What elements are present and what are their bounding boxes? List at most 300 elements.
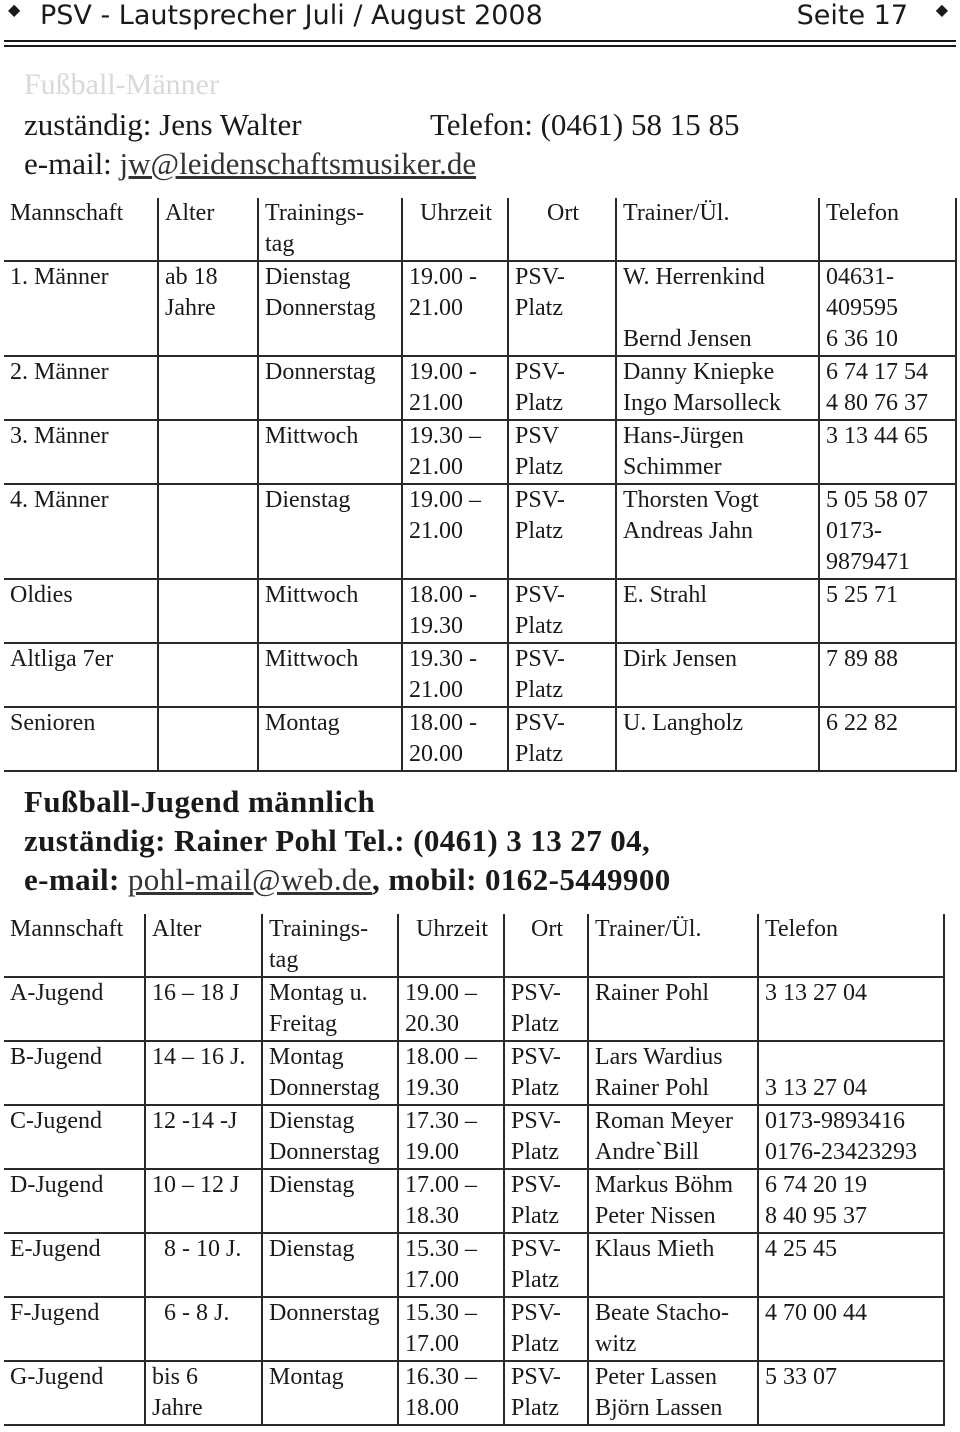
cell-place-line: Platz [511,1395,559,1421]
cell-trainer-line: witz [595,1331,637,1357]
cell-phone-line: 5 33 07 [765,1364,837,1390]
cell-age [158,261,258,356]
cell-phone [819,643,956,707]
cell-age-line: 8 - 10 J. [164,1236,242,1262]
cell-team [4,977,145,1041]
cell-phone [758,1105,944,1169]
contact-phone: Telefon: (0461) 58 15 85 [430,107,740,142]
header-team-text: Mannschaft [10,916,124,942]
table-row [4,261,956,356]
cell-time-line: 19.00 – [405,980,477,1006]
cell-phone-line: 4 80 76 37 [826,390,928,416]
cell-day-line: Montag [265,710,340,736]
cell-place-line: Platz [515,677,563,703]
cell-day-line: Dienstag [265,264,351,290]
cell-trainer-line: Bernd Jensen [623,326,752,352]
cell-trainer-line: Danny Kniepke [623,359,775,385]
cell-place-line: PSV- [511,1108,561,1134]
cell-place [504,1041,588,1105]
cell-trainer [616,356,819,420]
cell-day [258,643,402,707]
cell-phone-line: 6 74 17 54 [826,359,928,385]
cell-time [398,1361,504,1425]
cell-time-line: 21.00 [409,390,463,416]
cell-phone [819,420,956,484]
cell-trainer [616,261,819,356]
cell-day [262,1361,398,1425]
cell-day [262,1041,398,1105]
contact-line-maenner [24,106,740,144]
cell-time-line: 15.30 – [405,1236,477,1262]
diamond-left-icon: ◆ [8,0,21,19]
cell-day-line: Montag u. [269,980,368,1006]
email-label: e-mail: [24,146,120,181]
cell-day [258,356,402,420]
cell-age-line: 12 -14 -J [152,1108,238,1134]
cell-team [4,261,158,356]
cell-trainer-line: Rainer Pohl [595,1075,709,1101]
cell-team [4,1361,145,1425]
cell-team-text: 2. Männer [10,359,109,385]
cell-day-line: Donnerstag [265,295,376,321]
cell-place-line: Platz [511,1139,559,1165]
cell-phone [758,1169,944,1233]
table-row [4,1105,944,1169]
cell-phone-line: 3 13 27 04 [765,1075,867,1101]
cell-time-line: 18.00 - [409,710,477,736]
email-link-jugend[interactable]: pohl-mail@web.de [127,862,373,897]
cell-place-line: Platz [515,454,563,480]
cell-trainer-line: W. Herrenkind [623,264,765,290]
header-age-text: Alter [165,200,215,226]
page-header [4,0,956,40]
cell-age [158,643,258,707]
cell-phone-line: 409595 [826,295,898,321]
header-phone [758,914,944,977]
cell-trainer [616,579,819,643]
cell-place-line: PSV- [511,1364,561,1390]
cell-place [504,1361,588,1425]
cell-age [158,356,258,420]
cell-trainer [616,707,819,771]
table-header-row [4,198,956,261]
table-row [4,420,956,484]
cell-day [258,420,402,484]
training-table-maenner [4,198,957,772]
header-team [4,914,145,977]
cell-age-line [165,357,253,388]
cell-time [402,356,508,420]
cell-phone-line: 4 25 45 [765,1236,837,1262]
cell-phone-line: 9879471 [826,549,910,575]
cell-time-line: 20.30 [405,1011,459,1037]
table-row [4,977,944,1041]
cell-trainer-line: Andre`Bill [595,1139,699,1165]
cell-trainer-line: Roman Meyer [595,1108,733,1134]
cell-trainer [588,1233,758,1297]
cell-phone-line [765,1042,939,1073]
cell-time [402,261,508,356]
table-row [4,1041,944,1105]
cell-trainer-line: Ingo Marsolleck [623,390,781,416]
email-line-maenner [24,145,476,183]
cell-time-line: 20.00 [409,741,463,767]
cell-age [158,484,258,579]
cell-time [402,643,508,707]
cell-place [504,1169,588,1233]
cell-day [258,707,402,771]
cell-day-line: Montag [269,1364,344,1390]
cell-trainer-line: Dirk Jensen [623,646,737,672]
cell-trainer [616,484,819,579]
cell-time [398,1297,504,1361]
header-rule-bottom [4,45,956,47]
cell-age [145,1105,262,1169]
cell-phone-line: 6 74 20 19 [765,1172,867,1198]
cell-time-line: 17.30 – [405,1108,477,1134]
cell-trainer-line: Andreas Jahn [623,518,753,544]
cell-place [508,420,616,484]
cell-phone-line: 8 40 95 37 [765,1203,867,1229]
cell-trainer [616,643,819,707]
cell-trainer-line: U. Langholz [623,710,743,736]
cell-trainer-line: Peter Nissen [595,1203,716,1229]
header-place [508,198,616,261]
cell-day [262,1105,398,1169]
cell-place-line: PSV- [511,1044,561,1070]
header-day-text: Trainings- [269,916,369,942]
cell-day-line: Dienstag [265,487,351,513]
training-table-jugend [4,914,945,1426]
cell-trainer [588,1041,758,1105]
cell-trainer [588,1105,758,1169]
cell-age-line: 16 – 18 J [152,980,240,1006]
header-phone-text: Telefon [765,916,838,942]
cell-trainer-line: Björn Lassen [595,1395,723,1421]
cell-phone-line: 0173- [826,518,882,544]
cell-phone-line: 3 13 27 04 [765,980,867,1006]
cell-age [158,579,258,643]
cell-phone-line: 3 13 44 65 [826,423,928,449]
cell-day-line: Mittwoch [265,646,359,672]
cell-day-line: Freitag [269,1011,337,1037]
cell-team [4,707,158,771]
cell-time-line: 19.00 - [409,359,477,385]
header-place [504,914,588,977]
cell-time-line: 18.30 [405,1203,459,1229]
cell-place [504,1297,588,1361]
contact-line-jugend: zuständig: Rainer Pohl Tel.: (0461) 3 13 27 04, [24,823,651,858]
cell-team-text: F-Jugend [10,1300,100,1326]
cell-team-text: G-Jugend [10,1364,104,1390]
cell-team-text: D-Jugend [10,1172,104,1198]
cell-team-text: 4. Männer [10,487,109,513]
page-number: Seite 17 [796,0,908,31]
cell-trainer [588,1297,758,1361]
cell-trainer-line: Lars Wardius [595,1044,723,1070]
cell-place-line: PSV- [515,646,565,672]
cell-time [398,977,504,1041]
header-place-text: Ort [531,916,563,942]
cell-time-line: 17.00 [405,1331,459,1357]
header-day-text: tag [265,231,295,257]
table-row [4,1169,944,1233]
header-time [398,914,504,977]
cell-day-line: Mittwoch [265,423,359,449]
header-age [158,198,258,261]
cell-place-line: Platz [511,1331,559,1357]
cell-team [4,1105,145,1169]
cell-team-text: 3. Männer [10,423,109,449]
header-trainer-text: Trainer/Ül. [623,200,730,226]
cell-day-line: Dienstag [269,1108,355,1134]
cell-trainer-line: E. Strahl [623,582,707,608]
cell-time-line: 17.00 [405,1267,459,1293]
cell-day-line: Mittwoch [265,582,359,608]
cell-place [508,484,616,579]
cell-phone [819,356,956,420]
cell-time-line: 19.00 – [409,487,481,513]
cell-trainer-line: Rainer Pohl [595,980,709,1006]
cell-trainer-line: Thorsten Vogt [623,487,759,513]
cell-trainer-line: Hans-Jürgen [623,423,744,449]
table-row [4,579,956,643]
cell-team [4,579,158,643]
diamond-right-icon: ◆ [935,0,948,19]
cell-day-line: Dienstag [269,1172,355,1198]
cell-time [402,707,508,771]
cell-day [262,1233,398,1297]
cell-age [158,707,258,771]
cell-time-line: 19.30 – [409,423,481,449]
table-row [4,643,956,707]
cell-phone-line: 0176-23423293 [765,1139,917,1165]
cell-time-line: 18.00 – [405,1044,477,1070]
cell-age-line [165,580,253,611]
cell-time-line: 19.00 [405,1139,459,1165]
cell-phone-line: 7 89 88 [826,646,898,672]
cell-place [508,707,616,771]
cell-place-line: PSV- [515,487,565,513]
cell-place-line: PSV- [515,264,565,290]
cell-trainer-line: Beate Stacho- [595,1300,729,1326]
table-header-row [4,914,944,977]
table-row [4,356,956,420]
cell-age-line [165,485,253,516]
cell-place [504,977,588,1041]
cell-time-line: 19.30 [405,1075,459,1101]
cell-place-line: PSV- [515,582,565,608]
header-rule-top [4,40,956,42]
header-day-text: tag [269,947,299,973]
cell-place-line: PSV- [511,1172,561,1198]
section-title-jugend: Fußball-Jugend männlich [24,784,376,819]
cell-day [262,977,398,1041]
cell-time-line: 17.00 – [405,1172,477,1198]
cell-trainer [616,420,819,484]
cell-day-line: Donnerstag [269,1300,380,1326]
cell-time-line: 18.00 - [409,582,477,608]
newsletter-title: PSV - Lautsprecher Juli / August 2008 [40,0,543,31]
cell-place-line: Platz [515,613,563,639]
cell-phone-line: 5 05 58 07 [826,487,928,513]
cell-trainer-line: Markus Böhm [595,1172,733,1198]
cell-phone [819,261,956,356]
cell-day [258,579,402,643]
cell-place-line: Platz [511,1267,559,1293]
email-line-jugend [24,861,671,899]
header-time [402,198,508,261]
header-day-text: Trainings- [265,200,365,226]
cell-age [145,1361,262,1425]
cell-age-line: Jahre [165,295,216,321]
contact-person: zuständig: Jens Walter [24,107,302,142]
cell-day [258,484,402,579]
cell-age-line: ab 18 [165,264,218,290]
cell-place [504,1233,588,1297]
cell-time [402,420,508,484]
cell-place-line: PSV- [515,710,565,736]
cell-place [508,579,616,643]
cell-place-line: Platz [511,1203,559,1229]
cell-trainer-line: Schimmer [623,454,722,480]
cell-time-line: 21.00 [409,677,463,703]
cell-time [398,1169,504,1233]
cell-phone [758,1297,944,1361]
cell-place-line: PSV [515,423,560,449]
cell-place-line: Platz [515,295,563,321]
cell-time-line: 21.00 [409,454,463,480]
cell-phone [819,484,956,579]
cell-team-text: Senioren [10,710,96,736]
cell-time [402,484,508,579]
header-phone [819,198,956,261]
cell-phone [758,1233,944,1297]
header-day [258,198,402,261]
cell-team-text: E-Jugend [10,1236,101,1262]
cell-age-line: Jahre [152,1395,203,1421]
cell-phone-line: 0173-9893416 [765,1108,905,1134]
cell-age [145,1041,262,1105]
cell-place-line: Platz [515,741,563,767]
cell-age [145,1297,262,1361]
header-time-text: Uhrzeit [416,916,488,942]
cell-day-line: Donnerstag [269,1139,380,1165]
table-row [4,1297,944,1361]
cell-trainer-line [623,293,814,324]
cell-age [158,420,258,484]
cell-place-line: PSV- [511,980,561,1006]
table-row [4,484,956,579]
cell-place-line: Platz [511,1075,559,1101]
cell-team [4,643,158,707]
email-link[interactable]: jw@leidenschaftsmusiker.de [119,146,477,181]
cell-time-line: 19.00 - [409,264,477,290]
cell-place-line: PSV- [511,1300,561,1326]
cell-time [402,579,508,643]
cell-time-line: 19.30 - [409,646,477,672]
cell-day-line: Dienstag [269,1236,355,1262]
table-row [4,707,956,771]
cell-team-text: Oldies [10,582,73,608]
cell-time-line: 18.00 [405,1395,459,1421]
cell-time-line: 19.30 [409,613,463,639]
cell-day-line: Donnerstag [269,1075,380,1101]
cell-time-line: 16.30 – [405,1364,477,1390]
cell-team [4,420,158,484]
cell-age-line: 10 – 12 J [152,1172,240,1198]
cell-trainer [588,977,758,1041]
email-label-jugend: e-mail: [24,862,128,897]
cell-phone [758,977,944,1041]
header-phone-text: Telefon [826,200,899,226]
cell-time [398,1233,504,1297]
header-trainer [616,198,819,261]
cell-time-line: 21.00 [409,295,463,321]
cell-phone [758,1041,944,1105]
section-title-maenner: Fußball-Männer [24,68,219,101]
cell-age-line [165,708,253,739]
cell-team [4,356,158,420]
mobile-number: , mobil: 0162-5449900 [372,862,671,897]
cell-day [258,261,402,356]
cell-age-line [165,644,253,675]
cell-team [4,1233,145,1297]
header-trainer-text: Trainer/Ül. [595,916,702,942]
cell-phone [819,579,956,643]
cell-trainer-line: Peter Lassen [595,1364,717,1390]
header-age [145,914,262,977]
table-row [4,1361,944,1425]
cell-phone [758,1361,944,1425]
cell-team [4,1169,145,1233]
cell-team-text: Altliga 7er [10,646,114,672]
cell-age [145,977,262,1041]
header-team-text: Mannschaft [10,200,124,226]
cell-team-text: A-Jugend [10,980,104,1006]
cell-phone-line: 4 70 00 44 [765,1300,867,1326]
cell-age [145,1169,262,1233]
cell-place-line: Platz [515,518,563,544]
header-day [262,914,398,977]
cell-day [262,1169,398,1233]
cell-place [508,261,616,356]
header-place-text: Ort [547,200,579,226]
cell-time-line: 21.00 [409,518,463,544]
table-row [4,1233,944,1297]
header-trainer [588,914,758,977]
cell-place-line: PSV- [511,1236,561,1262]
header-age-text: Alter [152,916,202,942]
cell-phone [819,707,956,771]
cell-place-line: PSV- [515,359,565,385]
cell-team-text: B-Jugend [10,1044,102,1070]
cell-time [398,1041,504,1105]
cell-team-text: 1. Männer [10,264,109,290]
cell-team [4,484,158,579]
cell-time-line: 15.30 – [405,1300,477,1326]
header-time-text: Uhrzeit [420,200,492,226]
cell-trainer [588,1361,758,1425]
cell-phone-line: 04631- [826,264,894,290]
cell-day-line: Montag [269,1044,344,1070]
cell-place-line: Platz [511,1011,559,1037]
cell-team-text: C-Jugend [10,1108,102,1134]
cell-place [504,1105,588,1169]
cell-day [262,1297,398,1361]
cell-place [508,643,616,707]
cell-team [4,1297,145,1361]
